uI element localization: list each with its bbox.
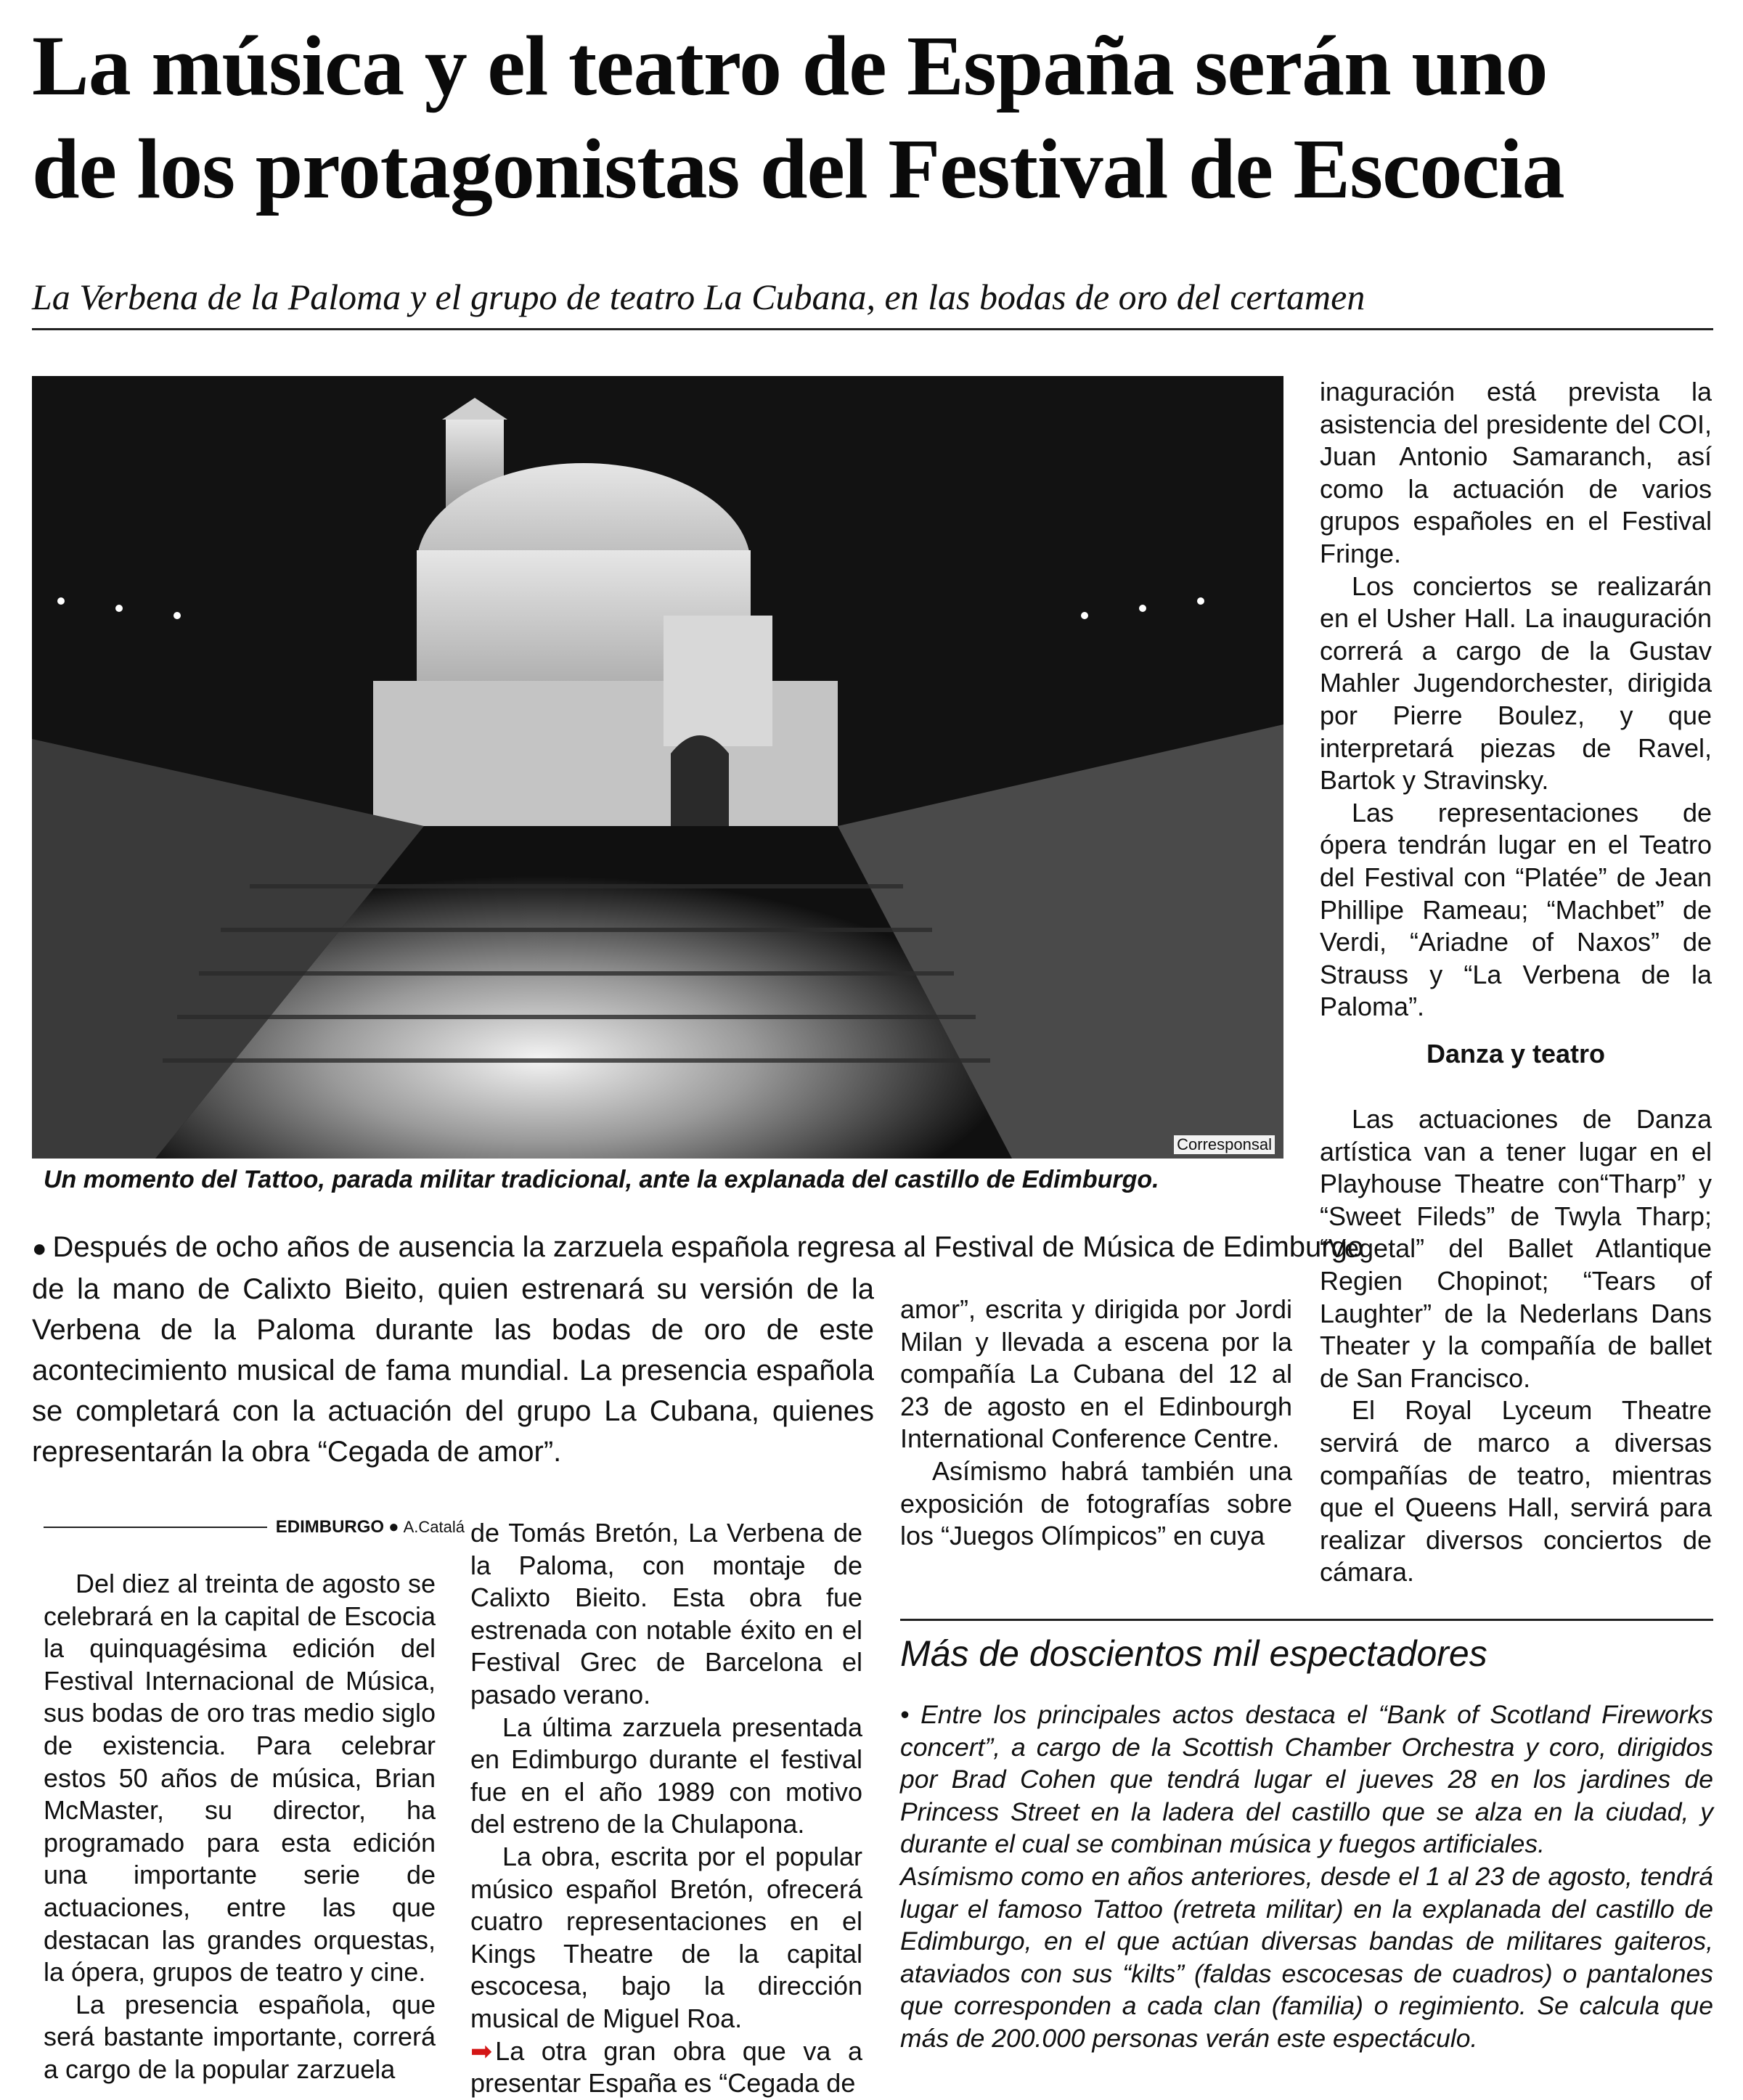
bullet-icon: ● (32, 1235, 47, 1262)
section-title: Danza y teatro (1426, 1039, 1606, 1069)
paragraph: La obra, escrita por el popular músico español Bretón, ofrecerá cuatro representaciones en el Kings Theatre de la capital escocesa, bajo la dirección musical de Miguel Roa. (470, 1841, 862, 2033)
photo-edinburgh-tattoo (32, 376, 1283, 1159)
box-text (900, 1699, 1713, 2055)
lead-first-line: ● Después de ocho años de ausencia la zarzuela española regresa al Festival de Música de Edimburgo (32, 1231, 1364, 1263)
subheadline: La Verbena de la Paloma y el grupo de teatro La Cubana, en las bodas de oro del certamen (32, 277, 1366, 317)
paragraph: de Tomás Bretón, La Verbena de la Paloma, con montaje de Calixto Bieito. Esta obra fue estrenada con notable éxito en el Festival Grec de Barcelona el pasado verano. (470, 1518, 862, 1709)
paragraph-with-arrow: ➡ La otra gran obra que va a presentar España es “Cegada de (470, 2035, 862, 2099)
headline (32, 15, 1702, 221)
paragraph: El Royal Lyceum Theatre servirá de marco a diversas compañías de teatro, mientras que el Queens Hall, servirá para realizar diversos conciertos de cámara. (1320, 1395, 1712, 1588)
byline-rule (44, 1527, 267, 1528)
photo-caption: Un momento del Tattoo, parada militar tradicional, ante la explanada del castillo de Edimburgo. (44, 1166, 1159, 1193)
photo-credit: Corresponsal (1174, 1135, 1275, 1154)
column-2 (470, 1517, 862, 2100)
byline (44, 1514, 465, 1540)
box-title: Más de doscientos mil espectadores (900, 1633, 1487, 1674)
headline-line-1: La música y el teatro de España serán uno (32, 18, 1548, 113)
paragraph: Del diez al treinta de agosto se celebrará en la capital de Escocia la quinquagésima edición del Festival Internacional de Música, sus bodas de oro tras medio siglo de existencia. Para celebrar estos 50 años de música, Brian McMaster, su director, ha programado para esta edición una importante serie de actuaciones, entre las que destacan las grandes orquestas, la ópera, grupos de teatro y cine. (44, 1569, 436, 1987)
paragraph: La presencia española, que será bastante importante, correrá a cargo de la popular zarzuela (44, 1989, 436, 2084)
paragraph: Las actuaciones de Danza artística van a tener lugar en el Playhouse Theatre con“Tharp” y “Sweet Fileds” de Twyla Tharp; “Vegetal” del Ballet Atlantique Regien Chopinot; “Tears of Laughter” de la Nederlans Dans Theater y la compañía de ballet de San Francisco. (1320, 1104, 1712, 1393)
paragraph: amor”, escrita y dirigida por Jordi Milan y llevada a escena por la compañía La Cubana del 12 al 23 de agosto en el Edinbourgh International Conference Centre. (900, 1294, 1292, 1454)
paragraph: La última zarzuela presentada en Edimburgo durante el festival fue en el año 1989 con motivo del estreno de la Chulapona. (470, 1712, 862, 1839)
section-body (1320, 1103, 1712, 1589)
headline-rule (32, 328, 1713, 330)
column-1 (44, 1568, 436, 2086)
photo-illustration (32, 376, 1283, 1159)
paragraph: Asímismo habrá también una exposición de fotografías sobre los “Juegos Olímpicos” en cuya (900, 1455, 1292, 1551)
byline-author: A.Catalá (403, 1518, 465, 1536)
paragraph: Las representaciones de ópera tendrán lugar en el Teatro del Festival con “Platée” de Jean Phillipe Rameau; “Machbet” de Verdi, “Ariadne of Naxos” de Strauss y “La Verbena de la Paloma”. (1320, 797, 1712, 1022)
column-3 (900, 1294, 1292, 1553)
paragraph: Los conciertos se realizarán en el Usher Hall. La inauguración correrá a cargo de la Gustav Mahler Jugendorchester, dirigida por Pierre Boulez, y que interpretará piezas de Ravel, Bartok y Stravinsky. (1320, 571, 1712, 796)
paragraph: • Entre los principales actos destaca el “Bank of Scotland Fireworks concert”, a cargo de la Scottish Chamber Orchestra y coro, dirigidos por Brad Cohen que tendrá lugar el jueves 28 en los jardines de Princess Street en la ladera del castillo que se alza en la ciudad, y durante el cual se combinan música y fuegos artificiales. (900, 1700, 1713, 1859)
byline-place: EDIMBURGO (275, 1517, 385, 1537)
headline-line-2: de los protagonistas del Festival de Escocia (32, 121, 1564, 216)
bullet-icon: ● (388, 1517, 399, 1537)
red-arrow-icon: ➡ (470, 2035, 493, 2066)
lead-rest: de la mano de Calixto Bieito, quien estrenará su versión de la Verbena de la Paloma durante las bodas de oro de este acontecimiento musical de fama mundial. La presencia española se completará con la actuación del grupo La Cubana, quienes representarán la obra “Cegada de amor”. (32, 1273, 874, 1468)
paragraph: inaguración está prevista la asistencia del presidente del COI, Juan Antonio Samaranch, así como la actuación de varios grupos españoles en el Festival Fringe. (1320, 377, 1712, 568)
column-4 (1320, 376, 1712, 1024)
box-rule (900, 1619, 1713, 1621)
paragraph: Asímismo como en años anteriores, desde el 1 al 23 de agosto, tendrá lugar el famoso Tattoo (retreta militar) en la explanada del castillo de Edimburgo, en el que actúan diversas bandas de militares gaiteros, ataviados con sus “kilts” (faldas escocesas de cuadros) o pantalones que corresponden a cada clan (familia) o regimiento. Se calcula que más de 200.000 personas verán este espectáculo. (900, 1861, 1713, 2053)
